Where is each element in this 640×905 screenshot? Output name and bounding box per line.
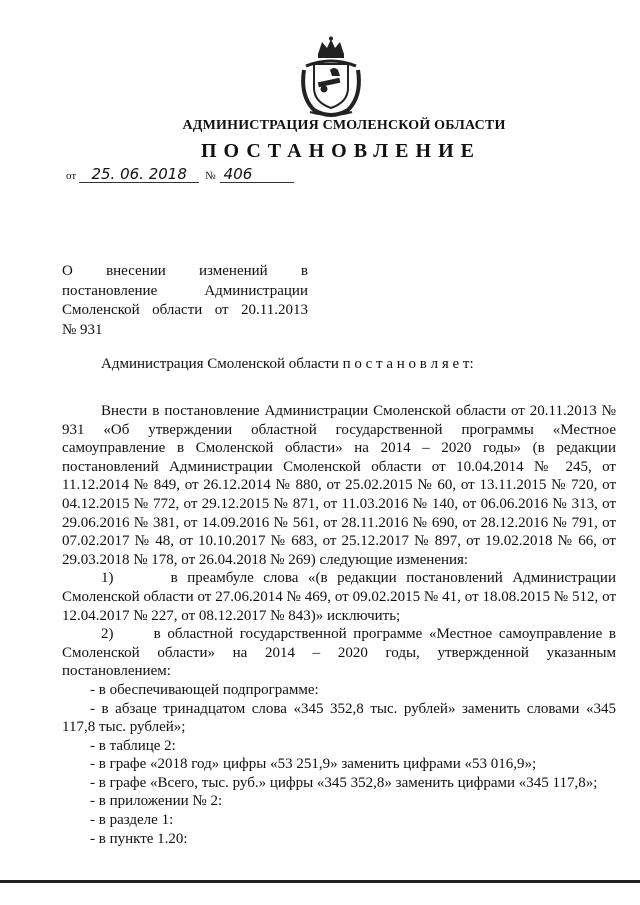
paragraph: - в графе «Всего, тыс. руб.» цифры «345 352,8» заменить цифрами «345 117,8»; [90, 774, 598, 791]
document-subject [62, 262, 308, 340]
subject-line: О внесении изменений в [62, 263, 308, 279]
document-number: 406 [220, 166, 294, 183]
date-number-line [66, 166, 294, 183]
paragraph: - в пункте 1.20: [90, 830, 188, 847]
date-prefix: от [66, 170, 77, 182]
document-date: 25. 06. 2018 [79, 166, 199, 183]
subject-line: № 931 [62, 321, 103, 338]
coat-of-arms-icon [296, 36, 366, 118]
document-type: ПОСТАНОВЛЕНИЕ [201, 140, 481, 162]
paragraph: - в разделе 1: [90, 812, 174, 829]
preamble: Администрация Смоленской области п о с т а н о в л я е т: [101, 356, 474, 372]
paragraph: - в абзаце тринадцатом слова «345 352,8 тыс. рублей» заменить словами «345 117,8 тыс. рублей»; [62, 700, 616, 736]
subject-line: постановление Администрации [62, 282, 308, 299]
paragraph: - в таблице 2: [90, 737, 176, 754]
number-prefix: № [205, 170, 216, 182]
paragraph: - в приложении № 2: [90, 793, 223, 810]
page-bottom-edge [0, 880, 640, 883]
paragraph: Внести в постановление Администрации Смоленской области от 20.11.2013 № 931 «Об утверждении областной государственной программы «Местное самоуправление в Смоленской области» на 2014 – 2020 годы» (в редакции постановлений Администрации Смоленской области от 10.04.2014 № 245, от 11.12.2014 № 849, от 26.12.2014 № 880, от 25.02.2015 № 60, от 13.11.2015 № 720, от 04.12.2015 № 772, от 29.12.2015 № 871, от 11.03.2016 № 140, от 06.06.2016 № 313, от 29.06.2016 № 381, от 14.09.2016 № 561, от 28.11.2016 № 690, от 28.12.2016 № 791, от 07.02.2017 № 48, от 10.10.2017 № 683, от 25.12.2017 № 897, от 19.02.2018 № 66, от 29.03.2018 № 178, от 26.04.2018 № 269) следующие изменения: [62, 403, 616, 568]
subject-line: Смоленской области от 20.11.2013 [62, 302, 308, 318]
paragraph: - в графе «2018 год» цифры «53 251,9» заменить цифрами «53 016,9»; [90, 756, 537, 773]
document-body [62, 402, 616, 848]
paragraph: - в обеспечивающей подпрограмме: [90, 681, 319, 698]
paragraph: 2) в областной государственной программе «Местное самоуправление в Смоленской области» на 2014 – 2020 годы, утвержденной указанным постановлением: [62, 626, 616, 680]
paragraph: 1) в преамбуле слова «(в редакции постановлений Администрации Смоленской области от 27.06.2014 № 469, от 09.02.2015 № 41, от 18.08.2015 № 512, от 12.04.2017 № 227, от 08.12.2017 № 843)» исключить; [62, 570, 616, 624]
organization-name: АДМИНИСТРАЦИЯ СМОЛЕНСКОЙ ОБЛАСТИ [182, 118, 506, 133]
